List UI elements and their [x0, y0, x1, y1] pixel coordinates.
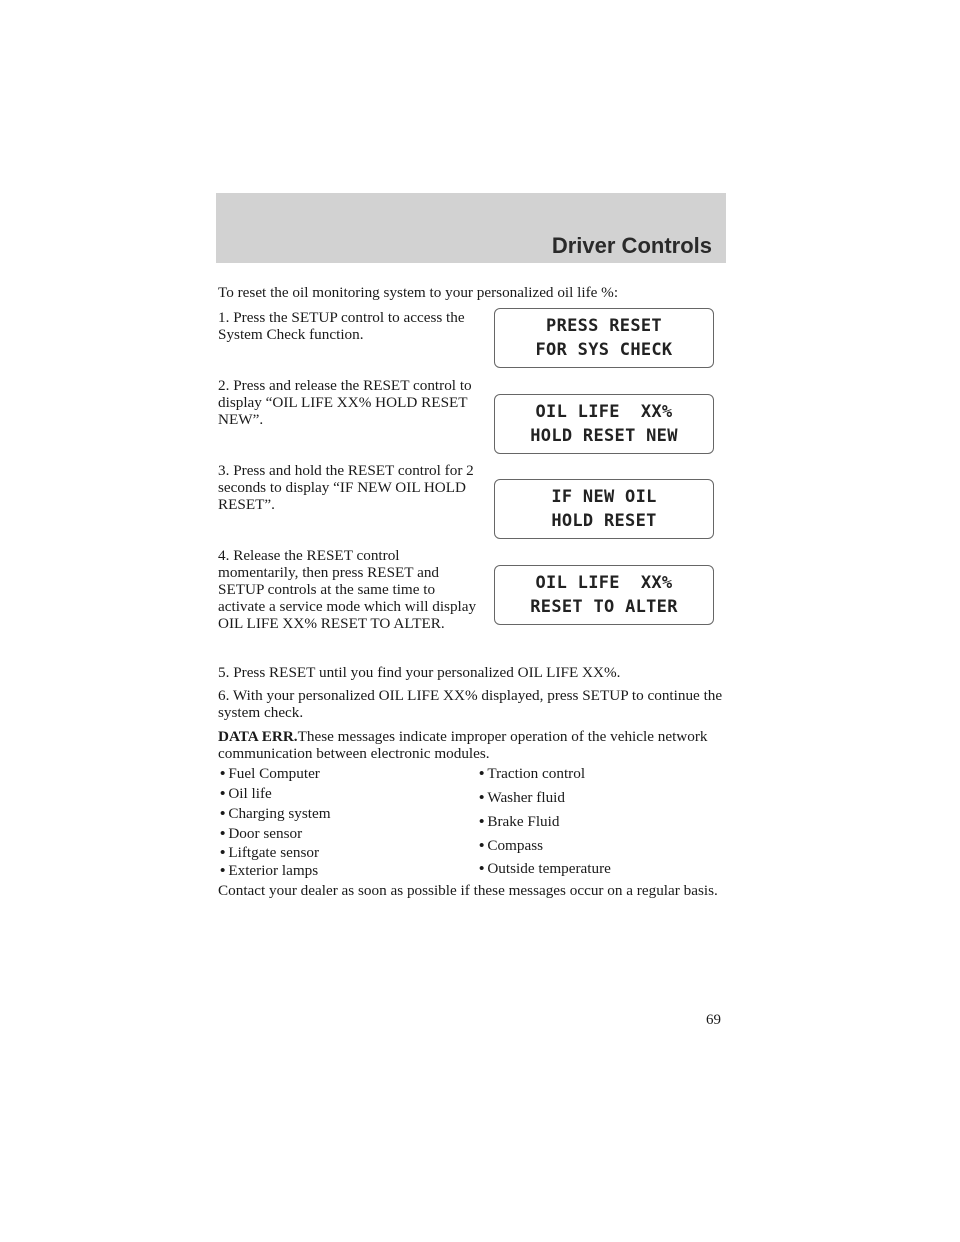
step-1: 1. Press the SETUP control to access the System Check function.: [218, 309, 465, 343]
display-line: IF NEW OIL: [551, 487, 657, 507]
step-3: 3. Press and hold the RESET control for 2 seconds to display “IF NEW OIL HOLD RESET”.: [218, 462, 474, 513]
list-item: • Outside temperature: [479, 860, 611, 877]
step-6: 6. With your personalized OIL LIFE XX% displayed, press SETUP to continue the system check.: [218, 687, 723, 721]
message-display-oil-life: [494, 394, 714, 454]
step-2: 2. Press and release the RESET control to display “OIL LIFE XX% HOLD RESET NEW”.: [218, 377, 472, 428]
list-item: • Oil life: [220, 785, 272, 802]
closing-paragraph: Contact your dealer as soon as possible if these messages occur on a regular basis.: [218, 882, 718, 899]
list-item: • Liftgate sensor: [220, 844, 320, 861]
list-item: • Washer fluid: [479, 789, 565, 806]
display-line: RESET TO ALTER: [530, 597, 678, 617]
display-line: PRESS RESET: [546, 316, 662, 336]
display-line: HOLD RESET: [551, 511, 657, 531]
display-line: OIL LIFE XX%: [535, 402, 673, 422]
list-item: • Door sensor: [220, 825, 303, 842]
step-4: 4. Release the RESET control momentarily, then press RESET and SETUP controls at the same time to activate a service mode which will display OIL LIFE XX% RESET TO ALTER.: [218, 547, 477, 632]
list-item: • Compass: [479, 837, 544, 854]
list-item: • Fuel Computer: [220, 765, 320, 782]
data-err-label: DATA ERR.: [218, 728, 298, 745]
intro-text: To reset the oil monitoring system to your personalized oil life %:: [218, 284, 619, 301]
data-err-paragraph: [218, 728, 723, 762]
section-title: Driver Controls: [551, 233, 712, 258]
display-line: FOR SYS CHECK: [535, 340, 673, 360]
list-item: • Brake Fluid: [479, 813, 560, 830]
list-item: • Traction control: [479, 765, 586, 782]
data-err-text: These messages indicate improper operation of the vehicle network communication between electronic modules.: [218, 728, 708, 762]
display-line: OIL LIFE XX%: [535, 573, 673, 593]
step-5: 5. Press RESET until you find your personalized OIL LIFE XX%.: [218, 664, 621, 681]
message-display-reset-to-alter: [494, 565, 714, 625]
message-display-if-new-oil: [494, 479, 714, 539]
display-line: HOLD RESET NEW: [530, 426, 678, 446]
list-item: • Charging system: [220, 805, 331, 822]
list-item: • Exterior lamps: [220, 862, 319, 879]
header-band: [216, 193, 726, 263]
message-display-press-reset: [494, 308, 714, 368]
page-number: 69: [706, 1012, 721, 1028]
